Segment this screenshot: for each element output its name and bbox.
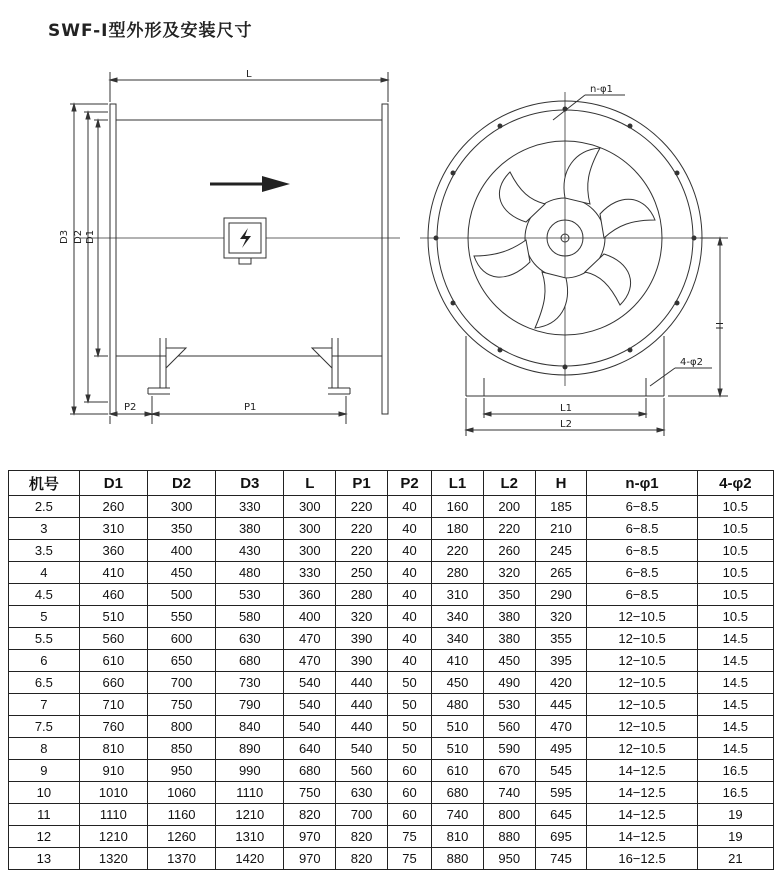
table-cell: 700 (336, 804, 388, 826)
table-cell: 19 (697, 826, 773, 848)
table-cell: 160 (432, 496, 484, 518)
table-cell: 645 (535, 804, 587, 826)
table-cell: 220 (336, 540, 388, 562)
table-row (9, 782, 774, 804)
table-cell: 40 (387, 496, 431, 518)
table-cell: 510 (432, 738, 484, 760)
table-cell: 50 (387, 738, 431, 760)
table-cell: 2.5 (9, 496, 80, 518)
column-header: D3 (216, 471, 284, 496)
table-cell: 5.5 (9, 628, 80, 650)
table-cell: 470 (284, 628, 336, 650)
table-cell: 640 (284, 738, 336, 760)
table-cell: 1210 (79, 826, 147, 848)
table-cell: 450 (432, 672, 484, 694)
label-n-phi1: n-φ1 (590, 84, 613, 95)
table-cell: 670 (483, 760, 535, 782)
table-row (9, 562, 774, 584)
right-flange (382, 104, 388, 414)
table-cell: 695 (535, 826, 587, 848)
table-cell: 850 (147, 738, 215, 760)
table-cell: 740 (432, 804, 484, 826)
table-cell: 530 (216, 584, 284, 606)
table-cell: 280 (336, 584, 388, 606)
table-cell: 1010 (79, 782, 147, 804)
table-cell: 730 (216, 672, 284, 694)
label-D3: D3 (59, 229, 70, 244)
table-cell: 360 (79, 540, 147, 562)
table-cell: 6−8.5 (587, 518, 697, 540)
table-cell: 970 (284, 826, 336, 848)
label-4-phi2: 4-φ2 (680, 357, 703, 368)
table-cell: 950 (147, 760, 215, 782)
table-cell: 390 (336, 650, 388, 672)
table-cell: 810 (432, 826, 484, 848)
table-cell: 460 (79, 584, 147, 606)
table-row (9, 672, 774, 694)
table-cell: 260 (79, 496, 147, 518)
table-cell: 880 (483, 826, 535, 848)
table-cell: 680 (216, 650, 284, 672)
table-cell: 14.5 (697, 694, 773, 716)
table-row (9, 716, 774, 738)
table-cell: 510 (432, 716, 484, 738)
table-cell: 14.5 (697, 716, 773, 738)
table-cell: 245 (535, 540, 587, 562)
table-row (9, 650, 774, 672)
table-cell: 4.5 (9, 584, 80, 606)
table-cell: 840 (216, 716, 284, 738)
table-cell: 360 (284, 584, 336, 606)
table-cell: 610 (432, 760, 484, 782)
table-cell: 340 (432, 628, 484, 650)
table-cell: 12 (9, 826, 80, 848)
table-cell: 10 (9, 782, 80, 804)
table-cell: 14.5 (697, 628, 773, 650)
table-cell: 50 (387, 716, 431, 738)
table-cell: 680 (432, 782, 484, 804)
table-cell: 320 (483, 562, 535, 584)
label-H: H (713, 322, 724, 330)
table-row (9, 738, 774, 760)
table-cell: 380 (483, 628, 535, 650)
table-cell: 1060 (147, 782, 215, 804)
table-cell: 6−8.5 (587, 584, 697, 606)
table-cell: 510 (79, 606, 147, 628)
table-cell: 330 (216, 496, 284, 518)
table-cell: 300 (284, 540, 336, 562)
table-cell: 14−12.5 (587, 804, 697, 826)
table-cell: 12−10.5 (587, 650, 697, 672)
table-cell: 310 (79, 518, 147, 540)
column-header: D1 (79, 471, 147, 496)
left-flange (110, 104, 116, 414)
table-cell: 610 (79, 650, 147, 672)
table-cell: 60 (387, 804, 431, 826)
table-row (9, 760, 774, 782)
table-cell: 630 (336, 782, 388, 804)
table-cell: 14.5 (697, 672, 773, 694)
table-cell: 650 (147, 650, 215, 672)
table-cell: 19 (697, 804, 773, 826)
table-cell: 355 (535, 628, 587, 650)
table-cell: 410 (79, 562, 147, 584)
table-cell: 11 (9, 804, 80, 826)
table-cell: 12−10.5 (587, 672, 697, 694)
label-D1: D1 (85, 229, 96, 244)
table-cell: 320 (535, 606, 587, 628)
table-cell: 3.5 (9, 540, 80, 562)
column-header: D2 (147, 471, 215, 496)
table-cell: 220 (336, 518, 388, 540)
table-cell: 10.5 (697, 606, 773, 628)
table-cell: 1110 (79, 804, 147, 826)
table-cell: 450 (483, 650, 535, 672)
table-cell: 420 (535, 672, 587, 694)
table-cell: 400 (284, 606, 336, 628)
table-cell: 220 (432, 540, 484, 562)
table-cell: 440 (336, 694, 388, 716)
table-cell: 7.5 (9, 716, 80, 738)
table-cell: 280 (432, 562, 484, 584)
table-cell: 260 (483, 540, 535, 562)
table-row (9, 606, 774, 628)
column-header: 机号 (9, 471, 80, 496)
table-cell: 40 (387, 540, 431, 562)
table-cell: 350 (483, 584, 535, 606)
table-cell: 480 (216, 562, 284, 584)
table-cell: 13 (9, 848, 80, 870)
column-header: 4-φ2 (697, 471, 773, 496)
table-cell: 4 (9, 562, 80, 584)
table-cell: 220 (483, 518, 535, 540)
table-cell: 40 (387, 628, 431, 650)
table-cell: 470 (535, 716, 587, 738)
table-cell: 440 (336, 672, 388, 694)
table-cell: 16.5 (697, 760, 773, 782)
table-cell: 10.5 (697, 518, 773, 540)
table-cell: 16.5 (697, 782, 773, 804)
table-cell: 10.5 (697, 584, 773, 606)
column-header: P1 (336, 471, 388, 496)
table-cell: 40 (387, 606, 431, 628)
table-cell: 630 (216, 628, 284, 650)
table-cell: 6−8.5 (587, 562, 697, 584)
table-cell: 990 (216, 760, 284, 782)
table-row (9, 826, 774, 848)
table-cell: 14−12.5 (587, 760, 697, 782)
table-cell: 1420 (216, 848, 284, 870)
table-cell: 590 (483, 738, 535, 760)
table-cell: 540 (284, 694, 336, 716)
table-row (9, 496, 774, 518)
table-cell: 6.5 (9, 672, 80, 694)
table-cell: 760 (79, 716, 147, 738)
table-cell: 320 (336, 606, 388, 628)
table-cell: 600 (147, 628, 215, 650)
table-cell: 350 (147, 518, 215, 540)
table-cell: 21 (697, 848, 773, 870)
table-cell: 1310 (216, 826, 284, 848)
table-cell: 545 (535, 760, 587, 782)
table-cell: 750 (284, 782, 336, 804)
table-cell: 410 (432, 650, 484, 672)
table-cell: 390 (336, 628, 388, 650)
table-cell: 1160 (147, 804, 215, 826)
table-cell: 14−12.5 (587, 782, 697, 804)
table-cell: 290 (535, 584, 587, 606)
table-cell: 10.5 (697, 562, 773, 584)
table-cell: 540 (284, 716, 336, 738)
table-cell: 75 (387, 826, 431, 848)
table-cell: 550 (147, 606, 215, 628)
table-cell: 880 (432, 848, 484, 870)
table-row (9, 628, 774, 650)
table-cell: 810 (79, 738, 147, 760)
table-cell: 14.5 (697, 738, 773, 760)
table-cell: 75 (387, 848, 431, 870)
table-cell: 560 (483, 716, 535, 738)
table-cell: 750 (147, 694, 215, 716)
table-cell: 50 (387, 694, 431, 716)
table-row (9, 694, 774, 716)
table-cell: 40 (387, 650, 431, 672)
table-cell: 490 (483, 672, 535, 694)
table-cell: 1320 (79, 848, 147, 870)
label-L2: L2 (560, 419, 572, 430)
table-cell: 800 (483, 804, 535, 826)
table-cell: 910 (79, 760, 147, 782)
table-cell: 660 (79, 672, 147, 694)
table-cell: 330 (284, 562, 336, 584)
table-cell: 12−10.5 (587, 628, 697, 650)
table-cell: 300 (147, 496, 215, 518)
table-cell: 3 (9, 518, 80, 540)
table-cell: 12−10.5 (587, 606, 697, 628)
table-cell: 60 (387, 760, 431, 782)
table-cell: 395 (535, 650, 587, 672)
table-row (9, 848, 774, 870)
table-header-row (9, 471, 774, 496)
table-cell: 300 (284, 496, 336, 518)
table-cell: 265 (535, 562, 587, 584)
table-cell: 710 (79, 694, 147, 716)
table-cell: 540 (336, 738, 388, 760)
table-cell: 310 (432, 584, 484, 606)
table-cell: 680 (284, 760, 336, 782)
table-cell: 1370 (147, 848, 215, 870)
table-body (9, 496, 774, 870)
table-cell: 530 (483, 694, 535, 716)
label-D2: D2 (73, 229, 84, 244)
table-cell: 540 (284, 672, 336, 694)
table-row (9, 518, 774, 540)
label-P1: P1 (244, 402, 257, 413)
table-cell: 1210 (216, 804, 284, 826)
table-cell: 400 (147, 540, 215, 562)
table-cell: 9 (9, 760, 80, 782)
table-cell: 185 (535, 496, 587, 518)
table-cell: 12−10.5 (587, 694, 697, 716)
table-cell: 495 (535, 738, 587, 760)
table-cell: 200 (483, 496, 535, 518)
table-cell: 7 (9, 694, 80, 716)
label-L1: L1 (560, 403, 572, 414)
table-cell: 950 (483, 848, 535, 870)
table-cell: 820 (284, 804, 336, 826)
table-cell: 8 (9, 738, 80, 760)
table-cell: 6−8.5 (587, 540, 697, 562)
table-cell: 12−10.5 (587, 738, 697, 760)
table-cell: 440 (336, 716, 388, 738)
table-cell: 12−10.5 (587, 716, 697, 738)
table-cell: 445 (535, 694, 587, 716)
table-cell: 560 (336, 760, 388, 782)
column-header: H (535, 471, 587, 496)
table-cell: 40 (387, 562, 431, 584)
column-header: n-φ1 (587, 471, 697, 496)
table-cell: 10.5 (697, 496, 773, 518)
table-cell: 210 (535, 518, 587, 540)
column-header: L1 (432, 471, 484, 496)
table-cell: 560 (79, 628, 147, 650)
table-cell: 340 (432, 606, 484, 628)
column-header: P2 (387, 471, 431, 496)
table-cell: 890 (216, 738, 284, 760)
table-cell: 250 (336, 562, 388, 584)
table-cell: 14.5 (697, 650, 773, 672)
table-cell: 595 (535, 782, 587, 804)
table-cell: 300 (284, 518, 336, 540)
table-cell: 10.5 (697, 540, 773, 562)
table-cell: 60 (387, 782, 431, 804)
column-header: L2 (483, 471, 535, 496)
table-cell: 970 (284, 848, 336, 870)
table-cell: 380 (483, 606, 535, 628)
table-cell: 580 (216, 606, 284, 628)
label-L: L (246, 69, 252, 80)
table-cell: 1260 (147, 826, 215, 848)
table-cell: 740 (483, 782, 535, 804)
table-cell: 220 (336, 496, 388, 518)
table-cell: 40 (387, 584, 431, 606)
table-row (9, 804, 774, 826)
table-cell: 6−8.5 (587, 496, 697, 518)
table-cell: 1110 (216, 782, 284, 804)
table-cell: 745 (535, 848, 587, 870)
table-row (9, 540, 774, 562)
label-P2: P2 (124, 402, 137, 413)
table-cell: 800 (147, 716, 215, 738)
dimension-table (8, 470, 774, 870)
table-cell: 5 (9, 606, 80, 628)
table-cell: 14−12.5 (587, 826, 697, 848)
page-title: SWF-Ⅰ型外形及安装尺寸 (48, 21, 253, 41)
table-cell: 500 (147, 584, 215, 606)
column-header: L (284, 471, 336, 496)
table-cell: 40 (387, 518, 431, 540)
table-cell: 50 (387, 672, 431, 694)
table-cell: 16−12.5 (587, 848, 697, 870)
table-cell: 6 (9, 650, 80, 672)
table-cell: 450 (147, 562, 215, 584)
table-cell: 470 (284, 650, 336, 672)
table-row (9, 584, 774, 606)
table-cell: 790 (216, 694, 284, 716)
table-cell: 820 (336, 848, 388, 870)
table-cell: 700 (147, 672, 215, 694)
table-cell: 820 (336, 826, 388, 848)
table-cell: 430 (216, 540, 284, 562)
table-cell: 380 (216, 518, 284, 540)
table-cell: 180 (432, 518, 484, 540)
table-cell: 480 (432, 694, 484, 716)
